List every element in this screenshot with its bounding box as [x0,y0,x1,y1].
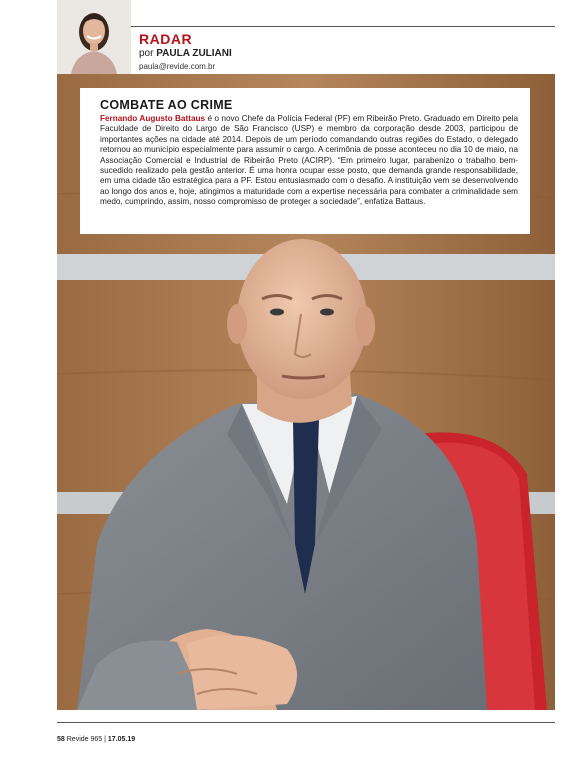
page-footer [57,736,135,743]
footer-rule [57,722,555,723]
header-rule [131,26,555,27]
article-title: COMBATE AO CRIME [100,98,233,112]
publication-date: 17.05.19 [107,736,136,743]
article-box [80,88,530,234]
byline-prefix: por [139,48,154,59]
article-lead-name: Fernando Augusto Battaus [100,114,206,123]
byline [139,48,232,59]
page-number: 58 [57,736,65,743]
publication-name: Revide 965 [66,736,103,743]
article-body [100,114,518,208]
section-title: RADAR [139,31,193,47]
author-email: paula@revide.com.br [139,62,216,71]
footer-separator: | [104,736,106,743]
author-portrait [57,0,131,74]
article-body-text: é o novo Chefe da Polícia Federal (PF) em Ribeirão Preto. Graduado em Direito pela Faculdade de Direito do Largo de São Francisco (USP) e membro da corporação desde 2003, participou de importantes ações na cidade até 2014. Depois de um período comandando outras regiões do Estado, o delegado retornou ao município especialmente para assumir o cargo. A cerimônia de posse aconteceu no dia 10 de maio, na Associação Comercial e Industrial de Ribeirão Preto (ACIRP). “Em primeiro lugar, parabenizo o trabalho bem-sucedido realizado pela gestão anterior. É uma honra ocupar esse posto, que demanda grande responsabilidade, em uma cidade tão estratégica para a PF. Estou entusiasmado com o desafio. A instituição vem se desenvolvendo ao longo dos anos e, hoje, atingimos a maturidade com a expertise necessária para combater a criminalidade sem medo, cumprindo, assim, nosso compromisso de proteger a sociedade”, enfatiza Battaus. [100,114,518,207]
author-name: PAULA ZULIANI [156,48,232,59]
